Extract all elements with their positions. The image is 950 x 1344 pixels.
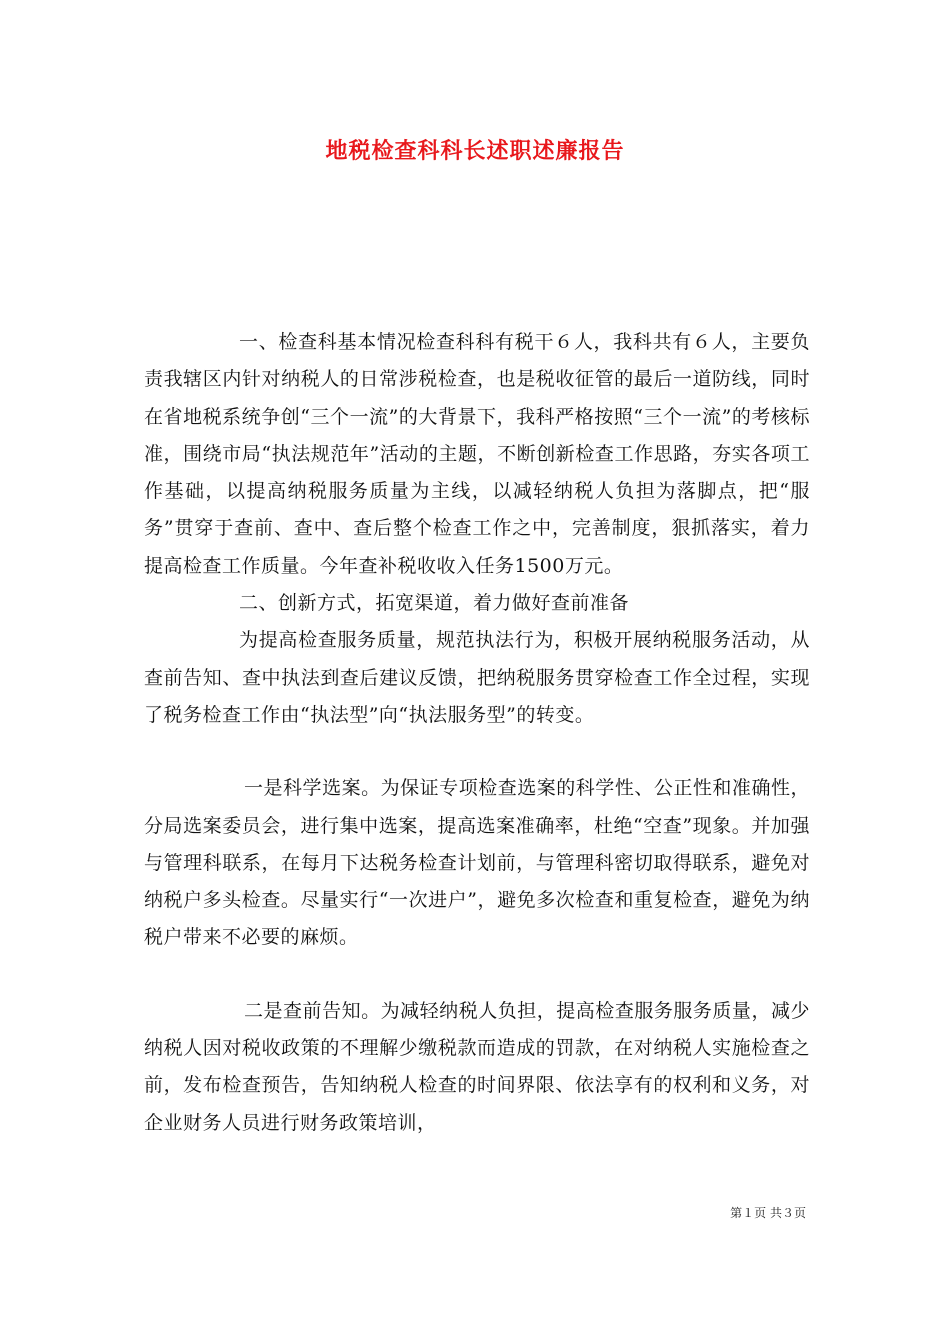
- page-number-footer: 第１页 共３页: [730, 1206, 806, 1220]
- section-heading-innovation: 二、创新方式，拓宽渠道，着力做好查前准备: [239, 592, 630, 615]
- paragraph-scientific-selection: 一是科学选案。为保证专项检查选案的科学性、公正性和准确性，分局选案委员会，进行集中选案，提高选案准确率，杜绝“空查”现象。并加强与管理科联系，在每月下达税务检查计划前，与管理科密切取得联系，避免对纳税户多头检查。尽量实行“一次进户”，避免多次检查和重复检查，避免为纳税户带来不必要的麻烦。: [144, 777, 810, 949]
- document-body: [144, 324, 810, 1142]
- paragraph-service-quality: 为提高检查服务质量，规范执法行为，积极开展纳税服务活动，从查前告知、查中执法到查后建议反馈，把纳税服务贯穿检查工作全过程，实现了税务检查工作由“执法型”向“执法服务型”的转变。: [144, 629, 810, 726]
- paragraph-basic-info: 一、检查科基本情况检查科科有税干６人，我科共有６人，主要负责我辖区内针对纳税人的日常涉税检查，也是税收征管的最后一道防线，同时在省地税系统争创“三个一流”的大背景下，我科严格按照“三个一流”的考核标准，围绕市局“执法规范年”活动的主题，不断创新检查工作思路，夯实各项工作基础，以提高纳税服务质量为主线，以减轻纳税人负担为落脚点，把“服务”贯穿于查前、查中、查后整个检查工作之中，完善制度，狠抓落实，着力提高检查工作质量。今年查补税收收入任务1500万元。: [144, 331, 810, 577]
- paragraph-pre-inspection-notice: 二是查前告知。为减轻纳税人负担，提高检查服务服务质量，减少纳税人因对税收政策的不理解少缴税款而造成的罚款，在对纳税人实施检查之前，发布检查预告，告知纳税人检查的时间界限、依法享有的权利和义务，对企业财务人员进行财务政策培训，: [144, 999, 810, 1134]
- document-title: 地税检查科科长述职述廉报告: [325, 138, 625, 164]
